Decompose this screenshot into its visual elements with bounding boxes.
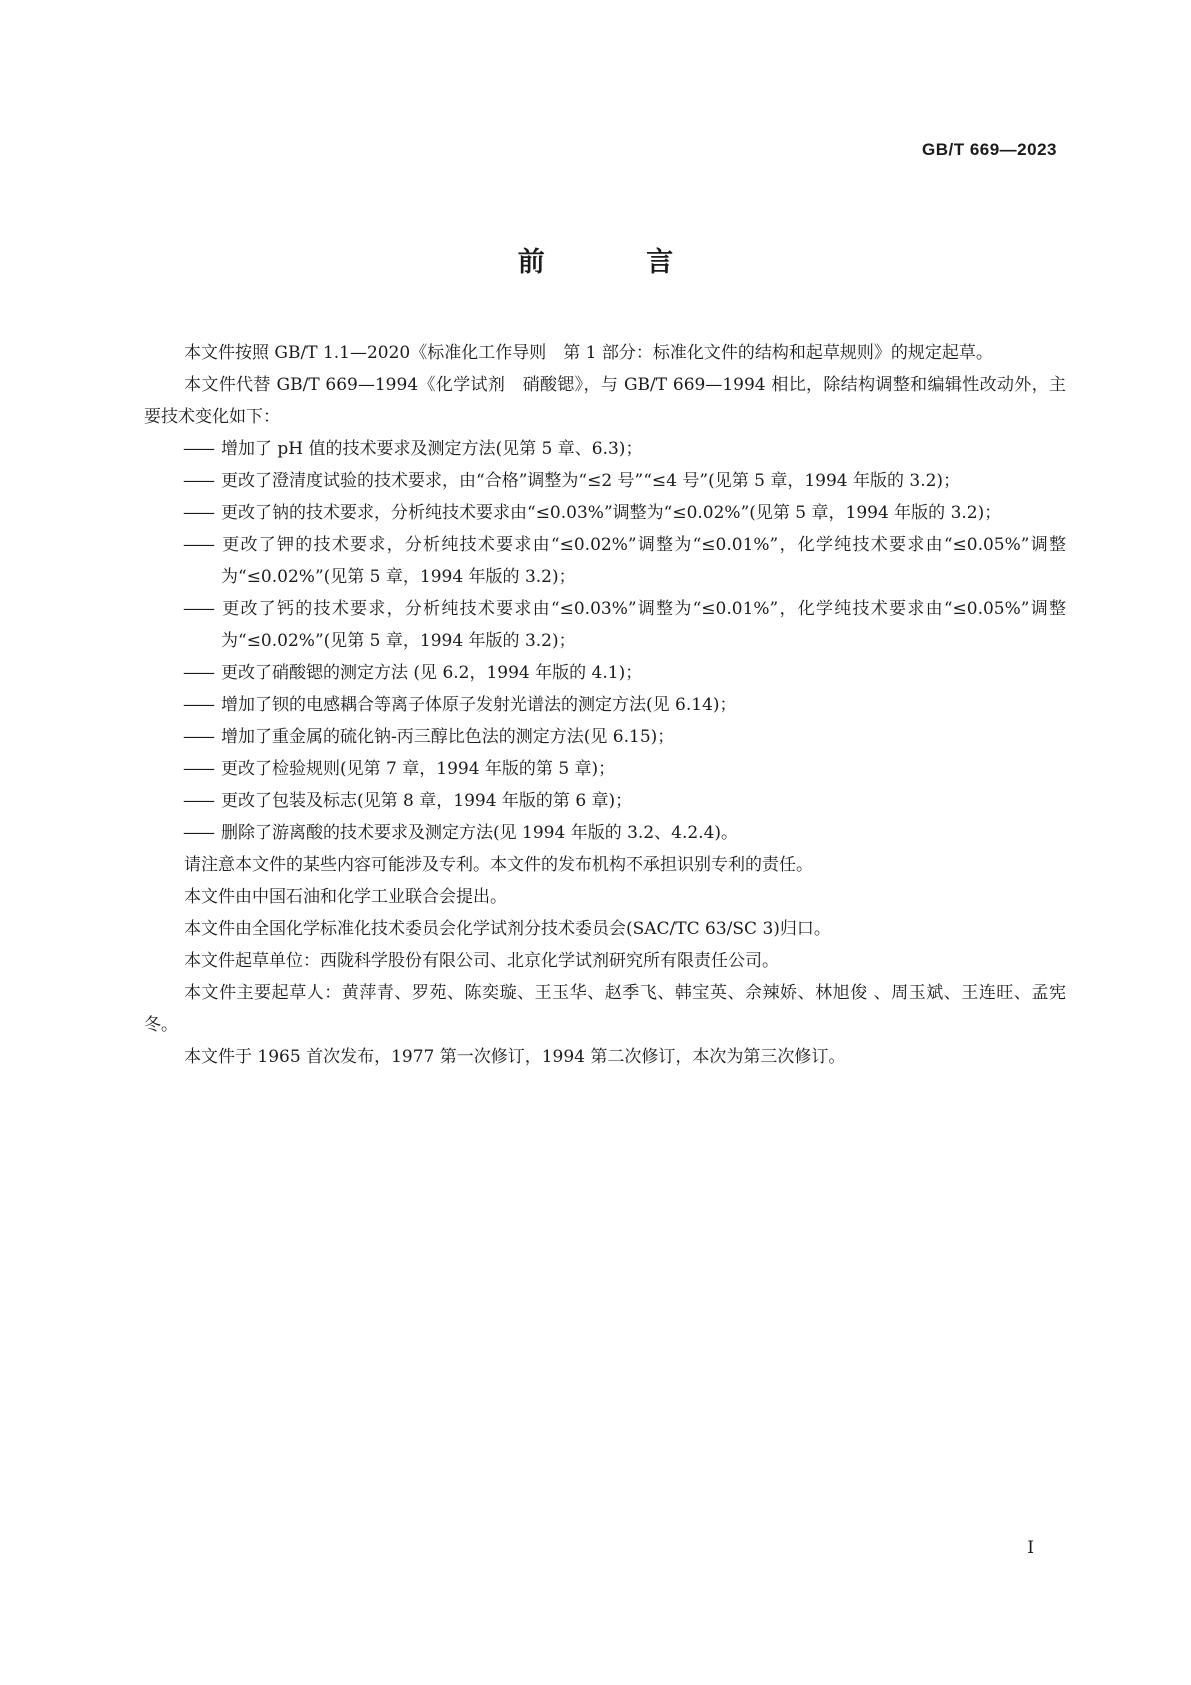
list-dash: —— <box>183 823 213 843</box>
list-item <box>144 817 1066 849</box>
list-item-text: 更改了钠的技术要求，分析纯技术要求由“≤0.03%”调整为“≤0.02%”(见第 5 章，1994 年版的 3.2)； <box>221 503 1002 523</box>
list-dash: —— <box>183 759 213 779</box>
page-title: 前 言 <box>517 247 720 278</box>
list-item-text: 更改了包装及标志(见第 8 章，1994 年版的第 6 章)； <box>221 791 633 811</box>
list-item-text: 更改了检验规则(见第 7 章，1994 年版的第 5 章)； <box>221 759 616 779</box>
list-dash: —— <box>183 535 213 555</box>
paragraph-proposed-by: 本文件由中国石油和化学工业联合会提出。 <box>184 887 507 907</box>
list-dash: —— <box>183 439 213 459</box>
changes-list <box>144 433 1066 849</box>
paragraph-drafting-units: 本文件起草单位：西陇科学股份有限公司、北京化学试剂研究所有限责任公司。 <box>184 951 779 971</box>
list-item <box>144 465 1066 497</box>
list-dash: —— <box>183 663 213 683</box>
paragraph-main-drafters: 本文件主要起草人：黄萍青、罗苑、陈奕璇、王玉华、赵季飞、韩宝英、佘辣娇、林旭俊 、周玉斌、王连旺、孟宪冬。 <box>144 983 1066 1035</box>
paragraph-patent-notice: 请注意本文件的某些内容可能涉及专利。本文件的发布机构不承担识别专利的责任。 <box>184 855 813 875</box>
list-item <box>144 497 1066 529</box>
paragraph-replaces: 本文件代替 GB/T 669—1994《化学试剂 硝酸锶》，与 GB/T 669—1994 相比，除结构调整和编辑性改动外，主要技术变化如下： <box>144 375 1066 427</box>
list-dash: —— <box>183 727 213 747</box>
list-item-text: 增加了 pH 值的技术要求及测定方法(见第 5 章、6.3)； <box>221 439 643 459</box>
list-item <box>144 785 1066 817</box>
paragraph-revision-history: 本文件于 1965 首次发布，1977 第一次修订，1994 第二次修订，本次为第三次修订。 <box>184 1047 846 1067</box>
standard-code: GB/T 669—2023 <box>921 140 1057 159</box>
list-item <box>144 753 1066 785</box>
list-item-text: 更改了硝酸锶的测定方法 (见 6.2，1994 年版的 4.1)； <box>221 663 643 683</box>
list-dash: —— <box>183 791 213 811</box>
paragraph-drafting-rules: 本文件按照 GB/T 1.1—2020《标准化工作导则 第 1 部分：标准化文件的结构和起草规则》的规定起草。 <box>184 343 993 363</box>
list-dash: —— <box>183 471 213 491</box>
list-item-text: 增加了重金属的硫化钠-丙三醇比色法的测定方法(见 6.15)； <box>221 727 675 747</box>
list-item-text: 删除了游离酸的技术要求及测定方法(见 1994 年版的 3.2、4.2.4)。 <box>221 823 739 843</box>
list-item <box>144 721 1066 753</box>
list-dash: —— <box>183 695 213 715</box>
list-item-text: 增加了钡的电感耦合等离子体原子发射光谱法的测定方法(见 6.14)； <box>221 695 737 715</box>
list-dash: —— <box>183 599 213 619</box>
document-body <box>144 337 1066 1073</box>
list-item <box>144 529 1066 593</box>
page-number: I <box>1027 1538 1034 1558</box>
list-item <box>144 593 1066 657</box>
list-item <box>144 657 1066 689</box>
paragraph-managed-by: 本文件由全国化学标准化技术委员会化学试剂分技术委员会(SAC/TC 63/SC 3)归口。 <box>184 919 831 939</box>
list-item <box>144 689 1066 721</box>
list-item-text: 更改了钙的技术要求，分析纯技术要求由“≤0.03%”调整为“≤0.01%”，化学纯技术要求由“≤0.05%”调整为“≤0.02%”(见第 5 章，1994 年版的 3.2)； <box>221 599 1066 651</box>
list-dash: —— <box>183 503 213 523</box>
list-item-text: 更改了澄清度试验的技术要求，由“合格”调整为“≤2 号”“≤4 号”(见第 5 章，1994 年版的 3.2)； <box>221 471 961 491</box>
list-item <box>144 433 1066 465</box>
list-item-text: 更改了钾的技术要求，分析纯技术要求由“≤0.02%”调整为“≤0.01%”，化学纯技术要求由“≤0.05%”调整为“≤0.02%”(见第 5 章，1994 年版的 3.2)； <box>221 535 1066 587</box>
